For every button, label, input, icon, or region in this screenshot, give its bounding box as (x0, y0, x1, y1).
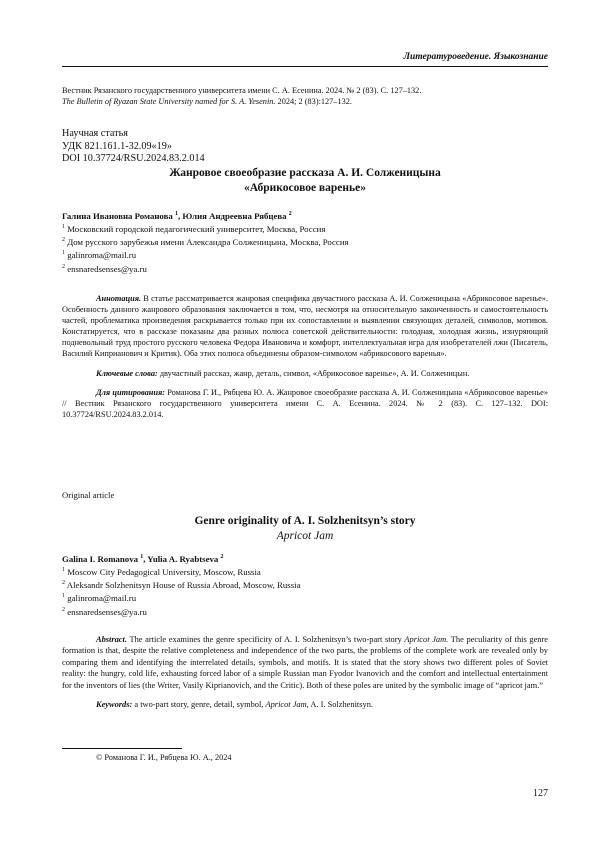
aff1-en-text: Moscow City Pedagogical University, Moscow, Russia (67, 567, 261, 578)
abstract-block-en (62, 634, 548, 718)
email-1-en (62, 591, 548, 604)
doi: DOI 10.37724/RSU.2024.83.2.014 (62, 153, 205, 164)
journal-name-en: The Bulletin of Ryazan State University named for S. A. Yesenin. (62, 97, 276, 106)
authors-en (62, 552, 548, 618)
email-2-en (62, 605, 548, 618)
keywords-story-title-en: Apricot Jam (265, 700, 307, 710)
keywords-label-ru: Ключевые слова: (96, 368, 158, 378)
email1-ru-text: galinroma@mail.ru (67, 250, 137, 261)
keywords-text-en-a: a two-part story, genre, detail, symbol, (132, 700, 266, 710)
email1-en-sup: 1 (62, 593, 65, 600)
article-type: Научная статья (62, 128, 128, 139)
email2-ru-sup: 2 (62, 263, 65, 270)
copyright-note: © Романова Г. И., Рябцева Ю. А., 2024 (96, 753, 232, 762)
aff1-ru-sup: 1 (62, 224, 65, 231)
article-meta (62, 128, 205, 166)
email2-ru-text: ensnaredsenses@ya.ru (67, 263, 147, 274)
abstract-label-ru: Аннотация. (96, 294, 142, 303)
journal-ref-en (62, 96, 548, 107)
email1-en-text: galinroma@mail.ru (67, 593, 137, 604)
author2-ru: Юлия Андреевна Рябцева (182, 210, 287, 221)
affiliation-1-en (62, 565, 548, 578)
author1-en: Galina I. Romanova (62, 553, 139, 564)
citation-text-ru: Романова Г. И., Рябцева Ю. А. Жанровое своеобразие рассказа А. И. Солженицына «Абрикосовое варенье» // Вестник Рязанского государственного университета имени С. А. Есенина. 2024. № 2 (83). С. 127–132. DOI: 10.37724/RSU.2024.83.2.014. (62, 387, 548, 419)
title-ru (62, 166, 548, 196)
email-2-ru (62, 262, 548, 275)
title-ru-line2: «Абрикосовое варенье» (244, 182, 366, 194)
affiliation-2-ru (62, 235, 548, 248)
citation-ru (62, 387, 548, 420)
keywords-text-ru: двучастный рассказ, жанр, деталь, символ, «Абрикосовое варенье», А. И. Солженицын. (157, 368, 470, 378)
email2-en-sup: 2 (62, 606, 65, 613)
keywords-en (62, 699, 548, 710)
page-number: 127 (533, 788, 548, 799)
footnote-divider (62, 748, 182, 749)
email2-en-text: ensnaredsenses@ya.ru (67, 606, 147, 617)
author1-en-sup: 1 (140, 554, 144, 560)
author2-en-sup: 2 (220, 554, 224, 560)
aff1-ru-text: Московский городской педагогический университет, Москва, Россия (67, 224, 326, 235)
author2-en: Yulia A. Ryabtseva (147, 553, 219, 564)
author-sep-en: , (143, 553, 148, 564)
author1-ru: Галина Ивановна Романова (62, 210, 173, 221)
author2-ru-sup: 2 (288, 211, 292, 217)
abstract-block-ru (62, 293, 548, 428)
email-1-ru (62, 248, 548, 261)
aff2-ru-sup: 2 (62, 237, 65, 244)
journal-ref-ru: Вестник Рязанского государственного университета имени С. А. Есенина. 2024. № 2 (83). С. 127–132. (62, 86, 422, 95)
running-head: Литературоведение. Языкознание (62, 52, 548, 67)
aff2-en-text: Aleksandr Solzhenitsyn House of Russia Abroad, Moscow, Russia (66, 580, 301, 591)
abstract-ru (62, 293, 548, 360)
abstract-text-en-b: The peculiarity of this genre formation is that, despite the relative completeness and independence of the two parts, the problems of the complete work are revealed only by comparing them and identifying the interrelated details, symbols, and motifs. It is stated that the story shows two different poles of Soviet reality: the hungry, cold life, exhausting forced labor of a simple Russian man Fyodor Ivanovich and the comfort and intellectual entertainment for the inventors of lies (the Writer, Vasily Kiprianovich, and the Critic). Both of these poles are united by the symbolic image of “apricot jam.” (62, 635, 549, 690)
title-en-line2: Apricot Jam (276, 530, 334, 542)
abstract-en (62, 634, 548, 691)
author-names-ru (62, 209, 548, 222)
keywords-ru (62, 368, 548, 379)
author-names-en (62, 552, 548, 565)
keywords-text-en-b: , A. I. Solzhenitsyn. (306, 700, 373, 710)
abstract-story-title-en: Apricot Jam. (404, 635, 449, 644)
title-en-line1: Genre originality of A. I. Solzhenitsyn’s story (194, 515, 416, 527)
journal-issue-en: 2024; 2 (83):127–132. (275, 97, 352, 106)
author1-ru-sup: 1 (174, 211, 178, 217)
aff2-ru-text: Дом русского зарубежья имени Александра Солженицына, Москва, Россия (67, 237, 349, 248)
author-sep-ru: , (177, 210, 183, 221)
citation-label-ru: Для цитирования: (96, 387, 166, 397)
email1-ru-sup: 1 (62, 250, 65, 257)
title-ru-line1: Жанровое своеобразие рассказа А. И. Солженицына (169, 167, 441, 179)
keywords-label-en: Keywords: (96, 700, 133, 710)
abstract-label-en: Abstract. (96, 635, 127, 644)
abstract-text-en-a: The article examines the genre specificity of A. I. Solzhenitsyn’s two-part story (126, 635, 405, 644)
affiliation-1-ru (62, 222, 548, 235)
aff1-en-sup: 1 (62, 567, 65, 574)
journal-reference (62, 85, 548, 107)
title-en (62, 514, 548, 544)
abstract-text-ru: В статье рассматривается жанровая специфика двучастного рассказа А. И. Солженицына «Абрикосовое варенье». Особенность данного жанрового образования заключается в том, что, несмотря на относительную законченность и самостоятельность частей, проблематика произведения раскрывается только при их сопоставлении и выявлении связующих деталей, символов, мотивов. Констатируется, что в рассказе показаны два разных полюса советской действительности: голодная, холодная жизнь, изнуряющий подневольный труд простого русского человека Федора Ивановича и комфорт, интеллектуальная игра для изобретателей лжи (Писатель, Василий Киприанович и Критик). Оба этих полюса объединены образом-символом «абрикосового варенья». (62, 294, 548, 359)
aff2-en-sup: 2 (62, 580, 65, 587)
udc-code: УДК 821.161.1-32.09«19» (62, 140, 172, 152)
original-article-label: Original article (62, 490, 115, 500)
authors-ru (62, 209, 548, 275)
affiliation-2-en (62, 578, 548, 591)
